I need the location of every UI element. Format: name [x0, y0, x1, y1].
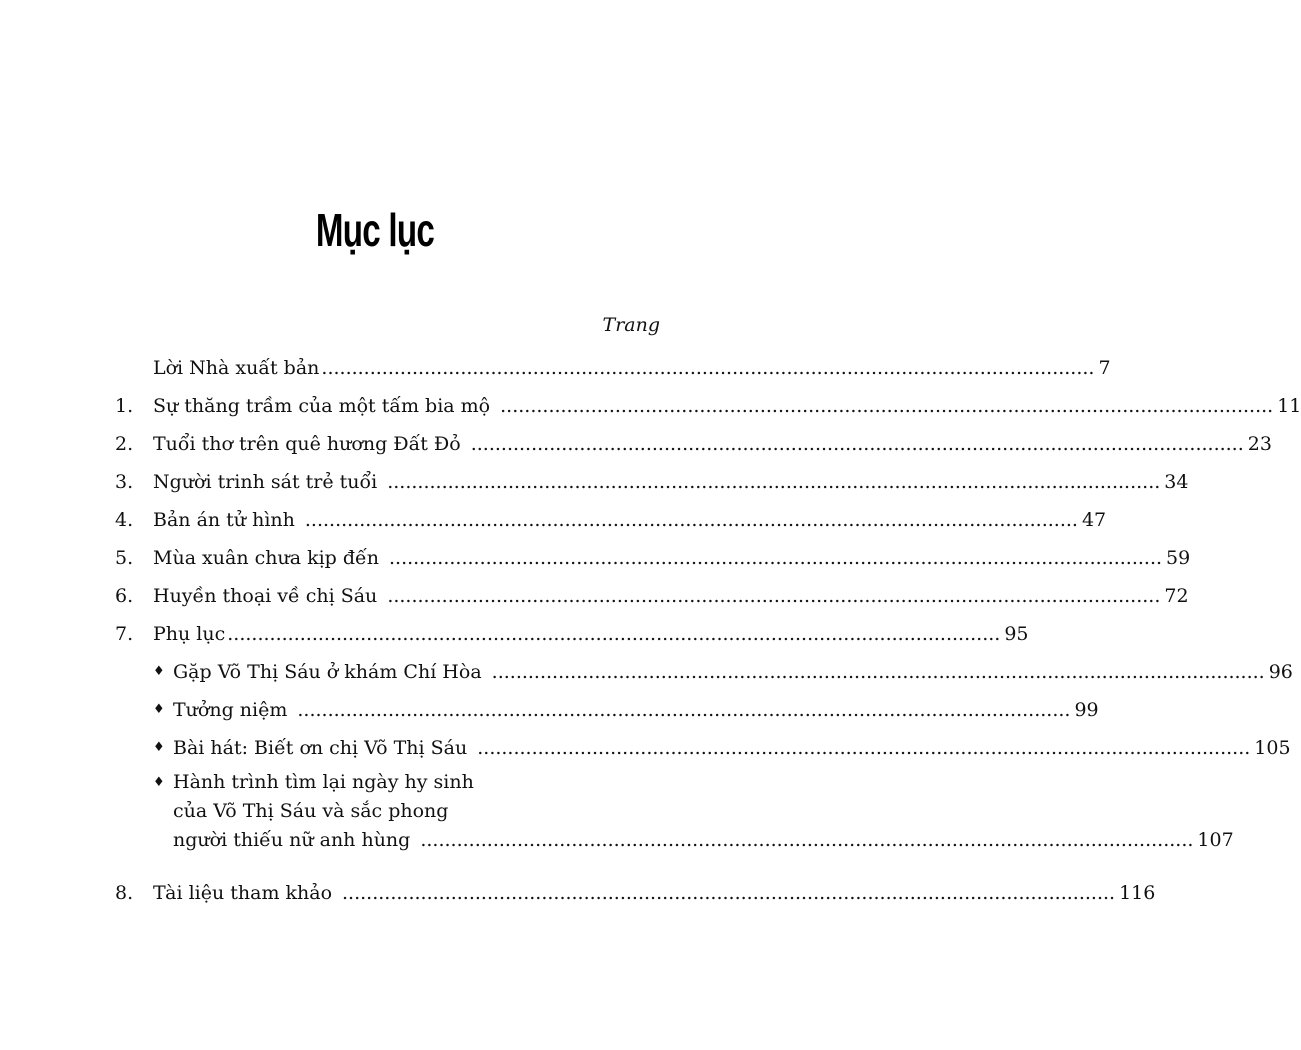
toc-entry[interactable]	[115, 457, 1189, 495]
entry-title-line: của Võ Thị Sáu và sắc phong	[173, 800, 449, 822]
entry-title: Tài liệu tham khảo	[153, 882, 333, 904]
entry-page: 72	[1164, 585, 1189, 607]
toc-sub-entry[interactable]	[115, 685, 1099, 723]
entry-title: Người trinh sát trẻ tuổi	[153, 471, 378, 493]
entry-page: 59	[1166, 547, 1191, 569]
dot-leader: ................................................................................................................................	[491, 661, 1265, 683]
toc-sub-entry[interactable]	[115, 647, 1293, 685]
diamond-bullet-icon: ♦	[153, 740, 165, 755]
entry-number: 8.	[115, 882, 134, 904]
entry-number: 5.	[115, 547, 134, 569]
dot-leader: ................................................................................................................................	[477, 737, 1251, 759]
page-title: Mục lục	[315, 204, 435, 256]
page-column-label: Trang	[602, 314, 660, 336]
toc-entry[interactable]	[115, 343, 1111, 381]
toc-entry[interactable]	[115, 495, 1107, 533]
table-of-contents	[115, 343, 1301, 906]
toc-entry[interactable]	[115, 868, 1156, 906]
dot-leader: ................................................................................................................................	[227, 623, 1001, 645]
dot-leader: ................................................................................................................................	[388, 547, 1163, 569]
entry-number: 1.	[115, 395, 134, 417]
entry-page: 99	[1074, 699, 1099, 721]
entry-number: 2.	[115, 433, 134, 455]
entry-page: 47	[1081, 509, 1107, 531]
toc-entry[interactable]	[115, 571, 1189, 609]
dot-leader: ................................................................................................................................	[420, 829, 1194, 851]
entry-number: 7.	[115, 623, 134, 645]
entry-number: 4.	[115, 509, 134, 531]
entry-page: 107	[1197, 829, 1234, 851]
entry-title: Tưởng niệm	[173, 699, 288, 721]
entry-title: Huyền thoại về chị Sáu	[153, 585, 378, 607]
entry-page: 34	[1164, 471, 1189, 493]
entry-page: 96	[1268, 661, 1293, 683]
entry-title: Bản án tử hình	[153, 509, 295, 531]
toc-sub-entry-multiline[interactable]	[115, 768, 1234, 868]
dot-leader: ................................................................................................................................	[387, 471, 1161, 493]
entry-page: 11	[1277, 395, 1301, 417]
entry-title-line: Hành trình tìm lại ngày hy sinh	[173, 771, 474, 793]
entry-page: 7	[1098, 357, 1111, 379]
toc-entry[interactable]	[115, 609, 1029, 647]
entry-page: 95	[1004, 623, 1029, 645]
toc-entry[interactable]	[115, 533, 1191, 571]
dot-leader: ................................................................................................................................	[470, 433, 1244, 455]
entry-number: 6.	[115, 585, 134, 607]
toc-entry[interactable]	[115, 419, 1272, 457]
toc-sub-entry[interactable]	[115, 723, 1291, 761]
entry-title: Lời Nhà xuất bản	[153, 357, 320, 379]
entry-title: Phụ lục	[153, 623, 226, 645]
dot-leader: ................................................................................................................................	[342, 882, 1116, 904]
dot-leader: ................................................................................................................................	[304, 509, 1078, 531]
dot-leader: ................................................................................................................................	[387, 585, 1161, 607]
entry-page: 116	[1119, 882, 1156, 904]
entry-page: 23	[1247, 433, 1272, 455]
diamond-bullet-icon: ♦	[153, 775, 165, 790]
entry-title: Gặp Võ Thị Sáu ở khám Chí Hòa	[173, 661, 482, 683]
entry-title: Sự thăng trầm của một tấm bia mộ	[153, 395, 491, 417]
entry-title: Tuổi thơ trên quê hương Đất Đỏ	[153, 433, 461, 455]
dot-leader: ................................................................................................................................	[321, 357, 1095, 379]
toc-entry[interactable]	[115, 381, 1301, 419]
dot-leader: ................................................................................................................................	[297, 699, 1071, 721]
entry-title: Mùa xuân chưa kịp đến	[153, 547, 379, 569]
dot-leader: ................................................................................................................................	[500, 395, 1274, 417]
entry-title: Bài hát: Biết ơn chị Võ Thị Sáu	[173, 737, 468, 759]
entry-title-line: người thiếu nữ anh hùng	[173, 829, 411, 851]
diamond-bullet-icon: ♦	[153, 664, 165, 679]
entry-number: 3.	[115, 471, 134, 493]
diamond-bullet-icon: ♦	[153, 702, 165, 717]
entry-page: 105	[1254, 737, 1291, 759]
